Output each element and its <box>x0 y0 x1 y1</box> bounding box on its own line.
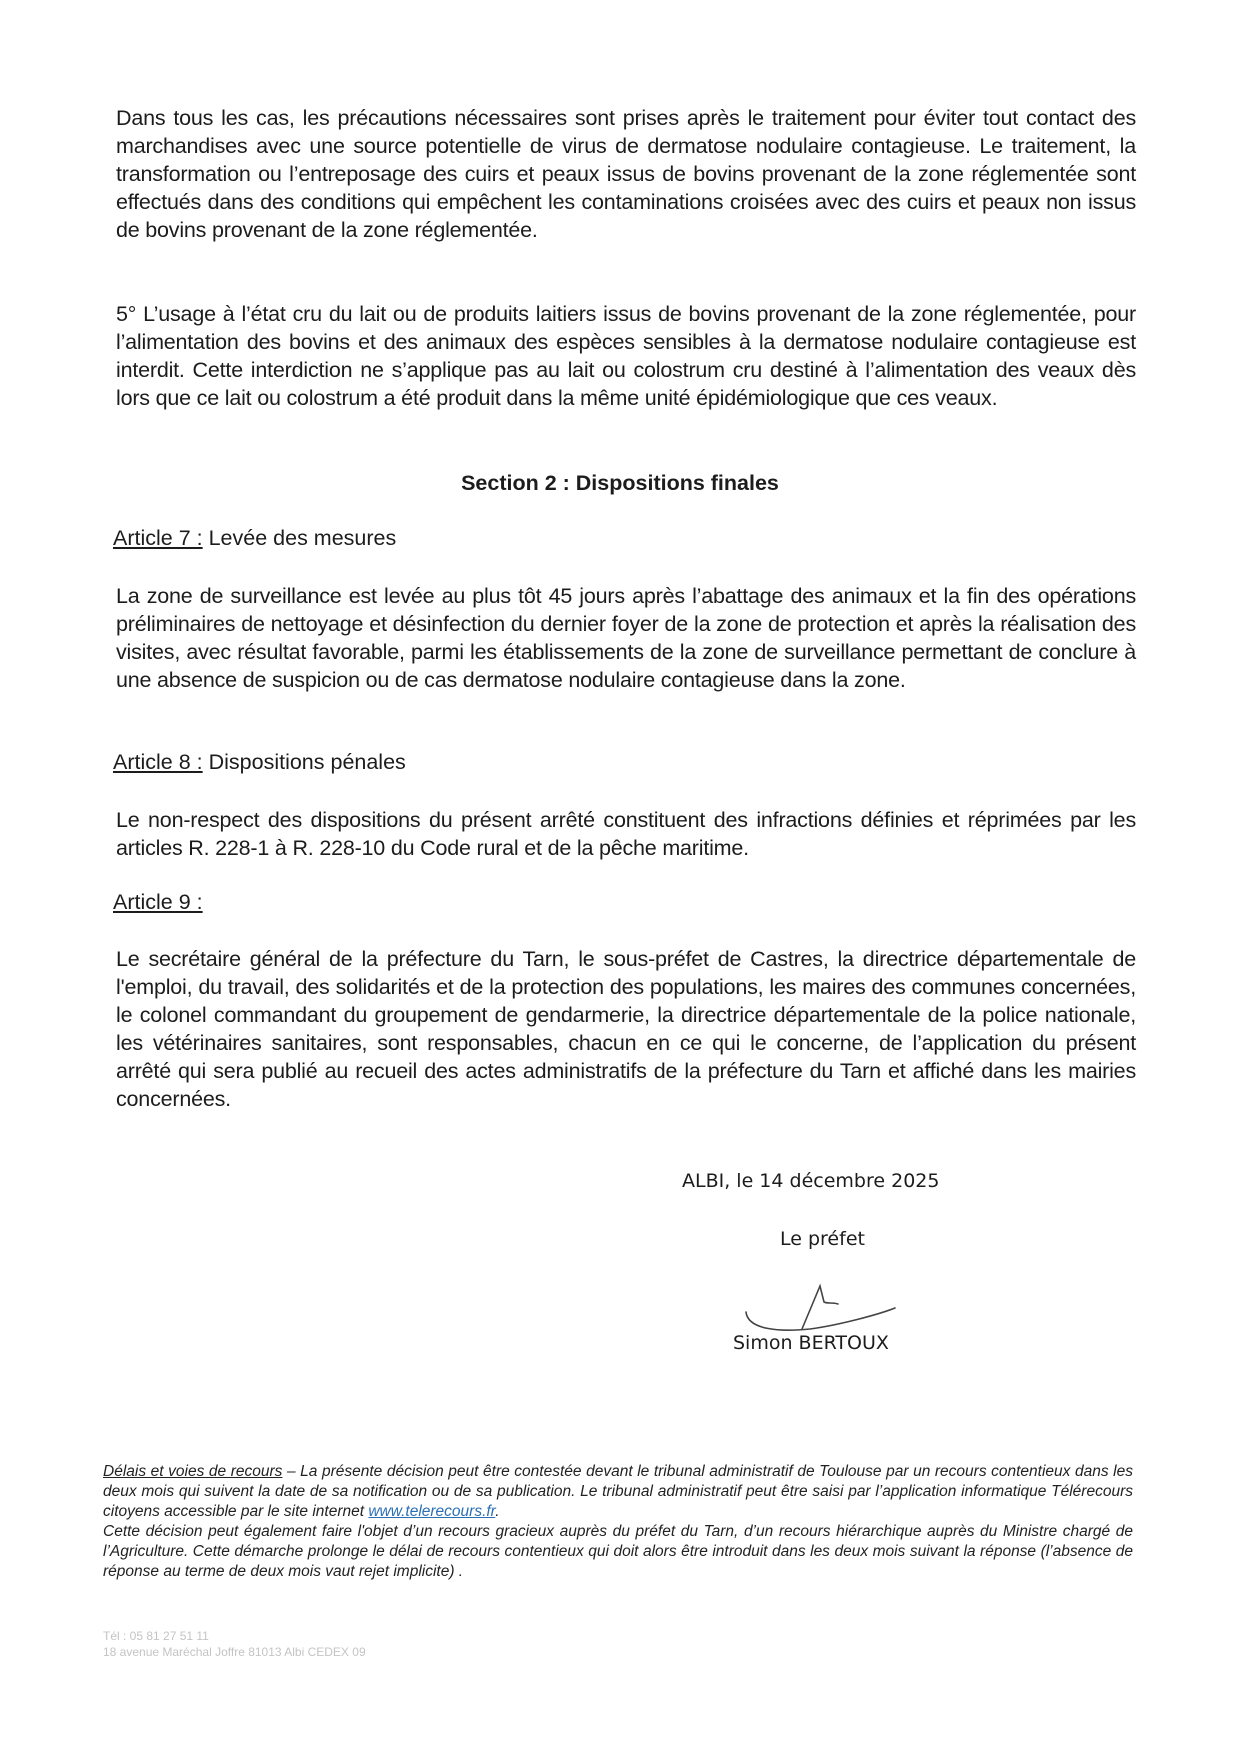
contact-block <box>103 1628 366 1660</box>
telerecours-link[interactable]: www.telerecours.fr <box>368 1503 496 1520</box>
article-8-label: Article 8 : <box>113 750 203 774</box>
legal-notice-text-2: . <box>495 1503 500 1520</box>
article-7-text: La zone de surveillance est levée au plus tôt 45 jours après l’abattage des animaux et la fin des opérations préliminaires de nettoyage et désinfection du dernier foyer de la zone de protection et après la réalisation des visites, avec résultat favorable, parmi les établissements de la zone de surveillance permettant de conclure à une absence de suspicion ou de cas dermatose nodulaire contagieuse dans la zone. <box>116 584 1136 692</box>
signature-place-date: ALBI, le 14 décembre 2025 <box>682 1170 940 1192</box>
legal-notice <box>103 1462 1133 1582</box>
contact-phone: Tél : 05 81 27 51 11 <box>103 1629 209 1643</box>
legal-notice-heading: Délais et voies de recours <box>103 1463 283 1480</box>
article-9-heading <box>113 890 203 915</box>
paragraph-precautions: Dans tous les cas, les précautions nécessaires sont prises après le traitement pour éviter tout contact des marchandises avec une source potentielle de virus de dermatose nodulaire contagieuse. Le traitement, la transformation ou l’entreposage des cuirs et peaux issus de bovins provenant de la zone réglementée sont effectués dans des conditions qui empêchent les contaminations croisées avec des cuirs et peaux non issus de bovins provenant de la zone réglementée. <box>116 106 1136 242</box>
article-9-text: Le secrétaire général de la préfecture du Tarn, le sous-préfet de Castres, la directrice départementale de l'emploi, du travail, des solidarités et de la protection des populations, les maires des communes concernées, le colonel commandant du groupement de gendarmerie, la directrice départementale de la police nationale, les vétérinaires sanitaires, sont responsables, chacun en ce qui le concerne, de l’application du présent arrêté qui sera publié au recueil des actes administratifs de la préfecture du Tarn et affiché dans les mairies concernées. <box>116 947 1136 1111</box>
legal-notice-text-3: Cette décision peut également faire l'objet d’un recours gracieux auprès du préfet du Tarn, d’un recours hiérarchique auprès du Ministre chargé de l’Agriculture. Cette démarche prolonge le délai de recours contentieux qui doit alors être introduit dans les deux mois suivant la réponse (l’absence de réponse au terme de deux mois vaut rejet implicite) . <box>103 1523 1133 1580</box>
paragraph-raw-milk: 5° L’usage à l’état cru du lait ou de produits laitiers issus de bovins provenant de la zone réglementée, pour l’alimentation des bovins et des animaux des espèces sensibles à la dermatose nodulaire contagieuse est interdit. Cette interdiction ne s’applique pas au lait ou colostrum cru destiné à l’alimentation des veaux dès lors que ce lait ou colostrum a été produit dans la même unité épidémiologique que ces veaux. <box>116 302 1136 410</box>
section-2-heading: Section 2 : Dispositions finales <box>461 471 779 495</box>
signatory-name: Simon BERTOUX <box>733 1332 889 1354</box>
article-7-heading <box>113 526 396 551</box>
contact-address: 18 avenue Maréchal Joffre 81013 Albi CEDEX 09 <box>103 1645 366 1659</box>
article-7-label: Article 7 : <box>113 526 203 550</box>
legal-notice-text-1: – La présente décision peut être contestée devant le tribunal administratif de Toulouse par un recours contentieux dans les deux mois qui suivent la date de sa notification ou de sa publication. Le tribunal administratif peut être saisi par l’application informatique Télérecours citoyens accessible par le site internet <box>103 1463 1133 1520</box>
article-8-text: Le non-respect des dispositions du présent arrêté constituent des infractions définies et réprimées par les articles R. 228-1 à R. 228-10 du Code rural et de la pêche maritime. <box>116 808 1136 860</box>
article-8-heading <box>113 750 406 775</box>
article-8-title: Dispositions pénales <box>202 750 406 774</box>
signature-title: Le préfet <box>780 1228 865 1250</box>
article-9-label: Article 9 : <box>113 890 203 914</box>
article-7-title: Levée des mesures <box>202 526 397 550</box>
